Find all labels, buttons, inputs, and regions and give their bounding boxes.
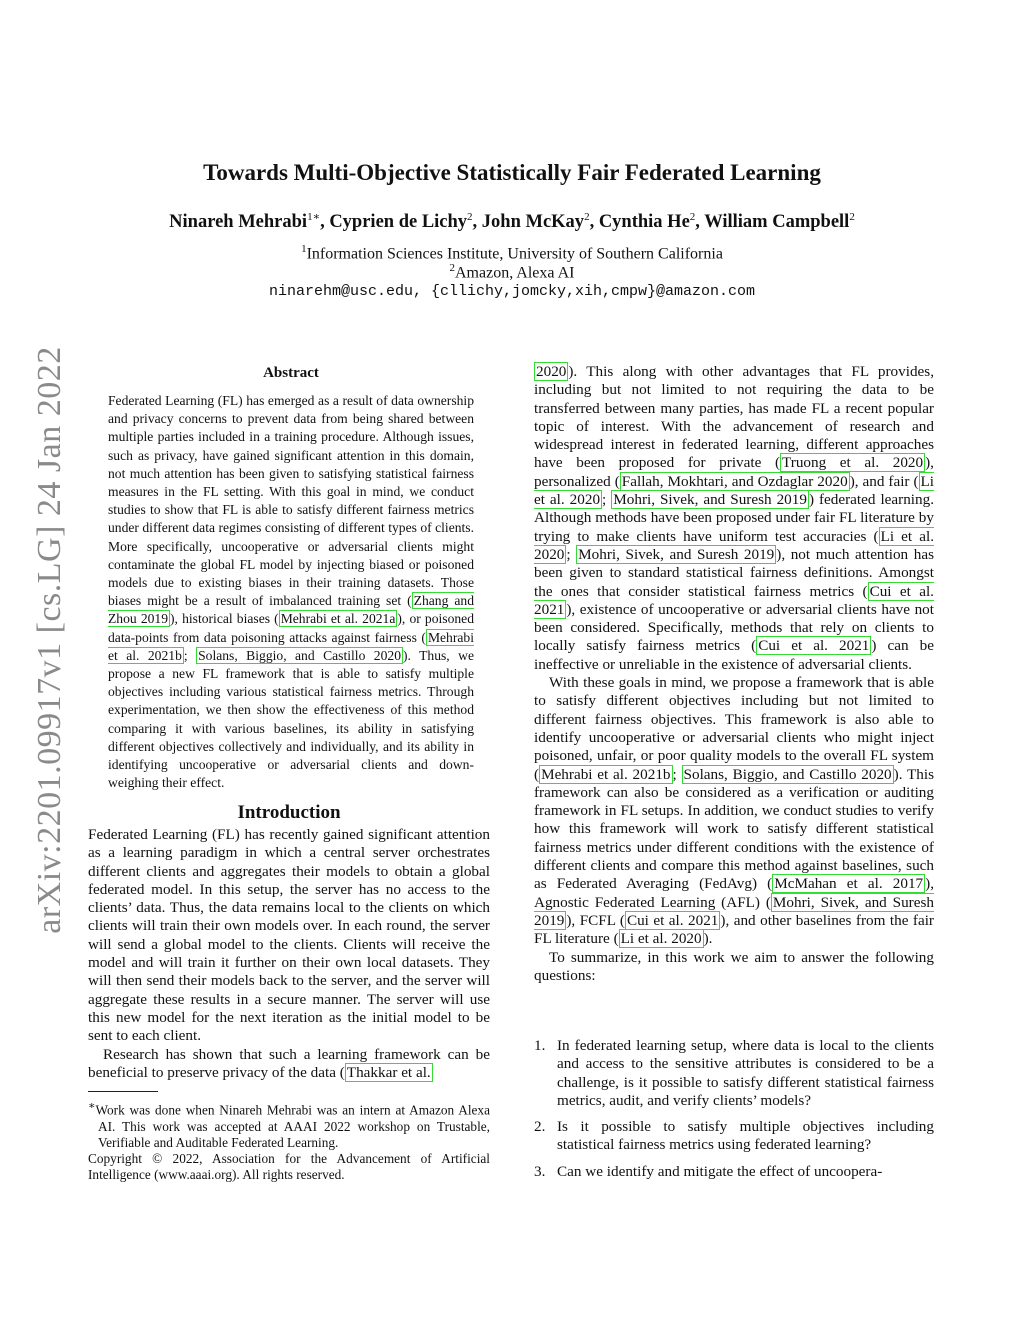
paper-title: Towards Multi-Objective Statistically Fair Federated Learning <box>203 160 821 185</box>
section-heading-introduction: Introduction <box>237 802 341 823</box>
intro-text: Research has shown that such a learning framework can be beneficial to preserve privacy of the data ( <box>88 1045 490 1081</box>
citation-link[interactable]: 2020 <box>536 363 567 380</box>
author-sep: , <box>472 212 482 233</box>
body-text: ). This along with other advantages that FL provides, including but not limited to not requiring the data to be transferred between many parties, has made FL a recent popular topic of interest. With the advancement of research and widespread interest in federated learning, different approaches have been proposed for private ( <box>534 363 934 472</box>
author-sep: , <box>320 212 330 233</box>
body-text: ). <box>703 930 713 948</box>
citation-link[interactable]: Mohri, Sivek, and Suresh 2019 <box>534 893 934 929</box>
arxiv-identifier[interactable]: arXiv:2201.09917v1 [cs.LG] 24 Jan 2022 <box>31 346 68 934</box>
body-text: ) federated learning. Although methods have been proposed under fair FL literature by trying to make clients have uniform test accuracies ( <box>534 491 934 545</box>
right-column-body <box>534 363 934 985</box>
body-text: ; <box>566 545 577 563</box>
affiliation-1 <box>0 243 1024 263</box>
abstract-text: ). Thus, we propose a new FL framework that is able to satisfy multiple objectives including various statistical fairness metrics. Through experimentation, we then show the effectiveness of this method comparing it with various baselines, its ability in satisfying different objectives collectively and individually, and its ability in identifying uncooperative or adversarial clients and down-weighing their effect. <box>108 647 474 791</box>
citation-link[interactable]: Solans, Biggio, and Castillo 2020 <box>198 647 401 663</box>
citation-link[interactable]: Mohri, Sivek, and Suresh 2019 <box>578 545 775 563</box>
citation-link[interactable]: Li et al. 2020 <box>534 527 934 563</box>
abstract-body <box>108 392 474 792</box>
body-text: ), not much attention has been given to standard statistical fairness definitions. Amongst the ones that consider statistical fairness metrics ( <box>534 545 934 600</box>
footnote-rule <box>88 1091 158 1092</box>
affiliation-text: Amazon, Alexa AI <box>454 264 575 282</box>
list-item <box>534 1163 934 1181</box>
list-number: 2. <box>534 1118 546 1136</box>
citation-link[interactable]: Thakkar et al. <box>346 1063 431 1081</box>
citation-link[interactable]: Cui et al. 2021 <box>626 911 719 929</box>
author-name: Cyprien de Lichy <box>329 212 468 233</box>
author-name: Ninareh Mehrabi <box>169 212 308 233</box>
list-number: 3. <box>534 1162 546 1180</box>
author-mark: 1∗ <box>307 211 321 223</box>
list-item <box>534 1037 934 1110</box>
research-questions-list <box>534 1037 934 1189</box>
intro-paragraph-2 <box>88 1046 490 1083</box>
citation-link[interactable]: Zhang and Zhou 2019 <box>108 593 474 627</box>
abstract-text: Federated Learning (FL) has emerged as a result of data ownership and privacy concerns to prevent data from being shared between multiple parties included in a training procedure. Although issues, such as privacy, have gained significant attention in this domain, not much attention has been given to satisfying statistical fairness measures in the FL setting. With this goal in mind, we conduct studies to show that FL is able to satisfy different fairness metrics under different data regimes consisting of different types of clients. More specifically, uncooperative or adversarial clients might contaminate the global FL model by injecting biased or poisoned models due to existing biases in their training datasets. Those biases might be a result of imbalanced training set ( <box>108 393 474 609</box>
author-name: William Campbell <box>704 212 850 233</box>
body-text: ; <box>602 491 612 509</box>
author-mark: 2 <box>467 211 473 223</box>
list-number: 1. <box>534 1037 546 1054</box>
abstract-text: ; <box>183 647 197 663</box>
footnote-mark: ∗ <box>88 1100 96 1112</box>
citation-link[interactable]: Fallah, Mokhtari, and Ozdaglar 2020 <box>621 472 848 490</box>
intro-paragraph-1: Federated Learning (FL) has recently gained significant attention as a learning paradigm in which a central server orchestrates different clients and aggregates their models to obtain a global federated model. In this setup, the server has no access to the clients’ data. Thus, the data remains local to the clients on which clients will train their own models over. In each round, the server will send a global model to the clients. Clients will receive the model and will train it further on their own local datasets. They will then send their models back to the server, and the server will aggregate these results in a secure manner. The server will use this new model for the next iteration as the initial model to be sent to each client. <box>88 826 490 1045</box>
author-sep: , <box>589 212 599 233</box>
body-text: ), personalized ( <box>534 454 934 490</box>
body-text: ; <box>672 765 682 783</box>
author-sep: , <box>695 212 705 233</box>
author-name: John McKay <box>481 212 585 233</box>
citation-link[interactable]: Mohri, Sivek, and Suresh 2019 <box>613 491 807 509</box>
body-text: ) can be ineffective or unreliable in the existence of adversarial clients. <box>534 637 934 673</box>
citation-link[interactable]: Mehrabi et al. 2021b <box>541 765 671 783</box>
affiliation-mark: 2 <box>449 262 455 274</box>
footnote <box>88 1098 490 1183</box>
body-text: ), Agnostic Federated Learning (AFL) ( <box>534 875 934 911</box>
citation-link[interactable]: Li et al. 2020 <box>534 472 934 509</box>
list-item-text: In federated learning setup, where data is local to the clients and access to the sensitive attributes is considered to be a challenge, is it possible to satisfy different statistical fairness metrics, audit, and verify clients’ models? <box>557 1037 934 1109</box>
right-paragraph-3: To summarize, in this work we aim to answer the following questions: <box>534 948 934 984</box>
abstract-text: ), or poisoned data-points from data poisoning attacks against fairness ( <box>108 611 474 645</box>
affiliation-text: Information Sciences Institute, University of Southern California <box>306 245 723 263</box>
citation-link[interactable]: Cui et al. 2021 <box>534 582 934 618</box>
footnote-work-note <box>88 1098 490 1151</box>
right-paragraph-2 <box>534 674 934 948</box>
abstract-text: ), historical biases ( <box>170 611 279 627</box>
author-name: Cynthia He <box>598 212 690 233</box>
body-text: With these goals in mind, we propose a framework that is able to satisfy different objectives including but not limited to different fairness objectives. This framework is also able to identify uncooperative or adversarial clients who might inject poisoned, unfair, or poor quality models to the overall FL system ( <box>534 674 934 783</box>
body-text: ), and other baselines from the fair FL literature ( <box>534 911 934 948</box>
list-item <box>534 1118 934 1155</box>
author-list <box>0 210 1024 233</box>
affiliation-mark: 1 <box>301 243 307 255</box>
author-mark: 2 <box>584 211 590 223</box>
copyright-notice: Copyright © 2022, Association for the Advancement of Artificial Intelligence (www.aaai.org). All rights reserved. <box>88 1151 490 1183</box>
author-mark: 2 <box>689 211 696 223</box>
citation-link[interactable]: Solans, Biggio, and Castillo 2020 <box>683 765 892 783</box>
citation-link[interactable]: McMahan et al. 2017 <box>774 875 924 893</box>
footnote-text: Work was done when Ninareh Mehrabi was an intern at Amazon Alexa AI. This work was accepted at AAAI 2022 workshop on Trustable, Verifiable and Auditable Federated Learning. <box>95 1102 490 1150</box>
body-text: ). This framework can also be considered as a verification or auditing framework in FL setups. In addition, we conduct studies to verify how this framework will work to satisfy different statistical fairness metrics under different conditions with the existence of different clients and compare this method against baselines, such as Federated Averaging (FedAvg) ( <box>534 765 934 893</box>
body-text: ), existence of uncooperative or adversarial clients have not been considered. Specifically, methods that rely on clients to locally satisfy fairness metrics ( <box>534 600 934 655</box>
list-item-text: Is it possible to satisfy multiple objectives including statistical fairness metrics using federated learning? <box>557 1118 934 1154</box>
introduction-body <box>88 826 490 1082</box>
right-paragraph-1 <box>534 363 934 674</box>
body-text: ), FCFL ( <box>566 911 625 929</box>
citation-link[interactable]: Cui et al. 2021 <box>758 637 870 655</box>
citation-link[interactable]: Mehrabi et al. 2021a <box>280 611 396 627</box>
author-emails: ninarehm@usc.edu, {cllichy,jomcky,xih,cmpw}@amazon.com <box>268 283 756 300</box>
affiliation-2 <box>0 262 1024 282</box>
author-mark: 2 <box>849 211 855 223</box>
citation-link[interactable]: Truong et al. 2020 <box>782 454 924 472</box>
citation-link[interactable]: Mehrabi et al. 2021b <box>108 629 474 663</box>
citation-link[interactable]: Li et al. 2020 <box>620 930 702 948</box>
abstract-heading: Abstract <box>263 365 319 381</box>
list-item-text: Can we identify and mitigate the effect of uncoopera- <box>557 1162 883 1180</box>
body-text: ), and fair ( <box>849 472 919 490</box>
